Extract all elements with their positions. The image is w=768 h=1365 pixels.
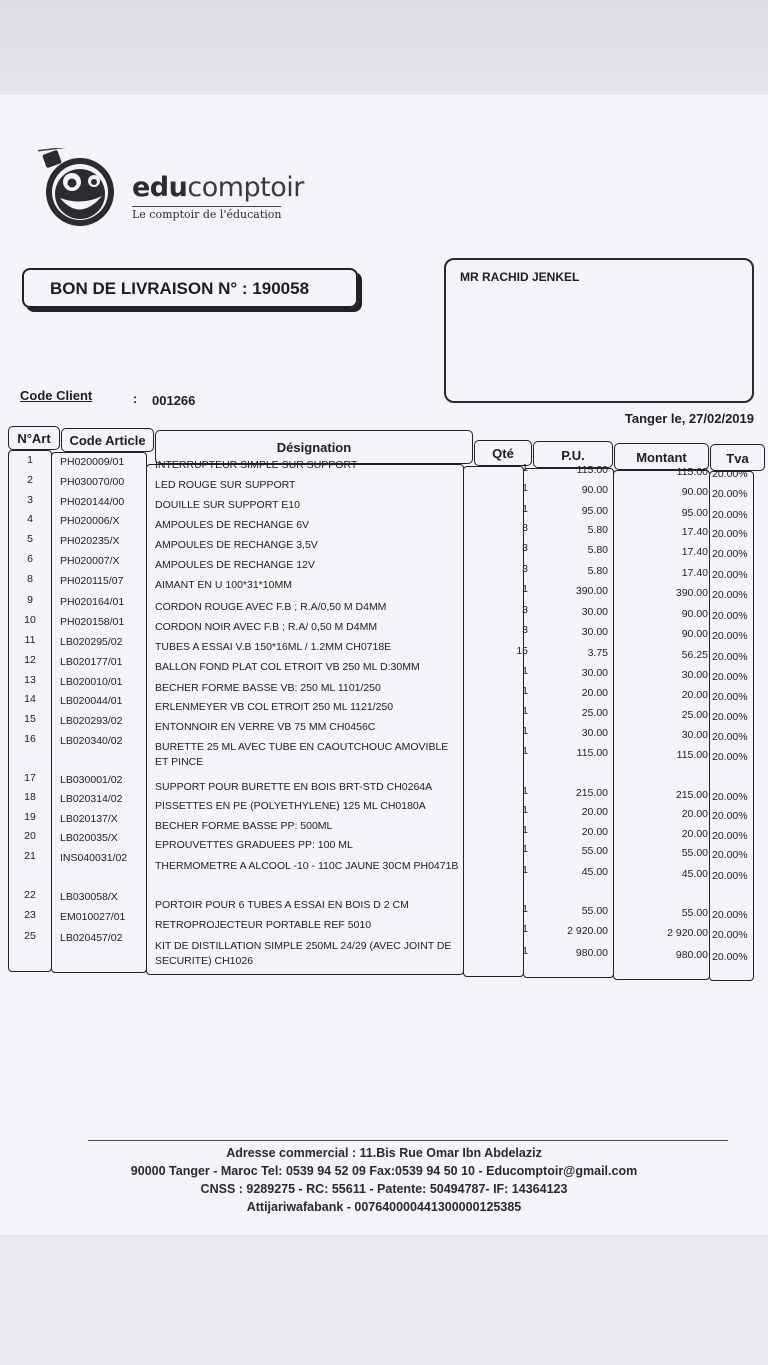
row-qty: 1 bbox=[522, 843, 528, 856]
row-tva: 20.00% bbox=[712, 730, 748, 743]
row-qty: 3 bbox=[522, 604, 528, 617]
row-pu: 215.00 bbox=[575, 786, 608, 799]
row-nart: 11 bbox=[24, 634, 36, 646]
row-qty: 1 bbox=[522, 482, 528, 495]
row-qty: 15 bbox=[516, 644, 528, 657]
row-qty: 1 bbox=[522, 724, 528, 737]
row-pu: 20.00 bbox=[581, 687, 608, 700]
row-designation: DOUILLE SUR SUPPORT E10 bbox=[155, 499, 300, 512]
footer-divider bbox=[88, 1140, 728, 1141]
row-nart: 22 bbox=[24, 889, 36, 901]
row-qty: 1 bbox=[522, 824, 528, 837]
row-montant: 115.00 bbox=[676, 466, 708, 478]
background-top bbox=[0, 0, 768, 95]
row-code: LB020314/02 bbox=[60, 793, 123, 805]
row-qty: 1 bbox=[522, 685, 528, 698]
row-code: LB020340/02 bbox=[60, 735, 123, 747]
row-code: LB020010/01 bbox=[60, 676, 123, 688]
header-montant: Montant bbox=[614, 443, 709, 470]
row-montant: 95.00 bbox=[681, 506, 708, 519]
row-designation: THERMOMETRE A ALCOOL -10 - 110C JAUNE 30CM PH0471B bbox=[155, 859, 459, 872]
row-montant: 56.25 bbox=[681, 648, 708, 661]
row-tva: 20.00% bbox=[712, 751, 748, 764]
row-code: EM010027/01 bbox=[60, 911, 126, 923]
row-nart: 15 bbox=[24, 713, 36, 725]
delivery-note-title: BON DE LIVRAISON N° : 190058 bbox=[50, 279, 310, 298]
row-nart: 23 bbox=[24, 909, 36, 921]
row-pu: 2 920.00 bbox=[567, 925, 608, 938]
header-designation: Désignation bbox=[155, 430, 473, 464]
row-code: PH020235/X bbox=[60, 535, 120, 547]
place-date: Tanger le, 27/02/2019 bbox=[624, 411, 754, 426]
row-designation: KIT DE DISTILLATION SIMPLE 250ML 24/29 (AVEC JOINT DE SECURITE) CH1026 bbox=[155, 940, 452, 968]
row-code: PH020164/01 bbox=[60, 596, 125, 608]
row-tva: 20.00% bbox=[712, 790, 748, 803]
row-montant: 55.00 bbox=[681, 907, 708, 919]
row-qty: 1 bbox=[522, 944, 528, 957]
row-montant: 90.00 bbox=[681, 628, 708, 641]
row-montant: 30.00 bbox=[681, 728, 708, 741]
row-pu: 3.75 bbox=[587, 646, 608, 659]
row-montant: 980.00 bbox=[675, 948, 708, 961]
header-code-article: Code Article bbox=[61, 428, 154, 452]
row-designation: ERLENMEYER VB COL ETROIT 250 ML 1121/250 bbox=[155, 700, 394, 713]
row-nart: 6 bbox=[27, 553, 33, 565]
row-montant: 90.00 bbox=[681, 486, 708, 499]
row-pu: 5.80 bbox=[587, 523, 608, 536]
row-montant: 20.00 bbox=[681, 828, 708, 841]
row-code: PH020006/X bbox=[60, 515, 120, 527]
row-montant: 20.00 bbox=[681, 807, 708, 820]
row-montant: 17.40 bbox=[681, 546, 708, 559]
header-nart: N°Art bbox=[8, 426, 60, 450]
client-code-value: 001266 bbox=[152, 393, 196, 408]
row-tva: 20.00% bbox=[712, 527, 748, 540]
row-pu: 390.00 bbox=[575, 584, 608, 597]
row-tva: 20.00% bbox=[712, 468, 748, 480]
row-designation: CORDON NOIR AVEC F.B ; R.A/ 0,50 M D4MM bbox=[155, 620, 378, 633]
row-pu: 980.00 bbox=[575, 946, 608, 959]
row-pu: 115.00 bbox=[576, 747, 608, 760]
row-montant: 17.40 bbox=[681, 525, 708, 538]
row-code: LB020293/02 bbox=[60, 715, 123, 727]
row-tva: 20.00% bbox=[712, 568, 748, 581]
brand-tagline: Le comptoir de l'éducation bbox=[132, 208, 282, 221]
row-code: LB020035/X bbox=[60, 832, 118, 844]
row-designation: PORTOIR POUR 6 TUBES A ESSAI EN BOIS D 2 CM bbox=[155, 898, 409, 911]
row-montant: 90.00 bbox=[681, 608, 708, 621]
client-address-box bbox=[444, 258, 754, 403]
client-name: MR RACHID JENKEL bbox=[460, 270, 580, 284]
footer bbox=[0, 1144, 768, 1216]
row-pu: 25.00 bbox=[581, 706, 608, 719]
row-pu: 95.00 bbox=[581, 504, 608, 517]
row-tva: 20.00% bbox=[712, 950, 748, 963]
row-pu: 20.00 bbox=[581, 805, 608, 818]
row-designation: AMPOULES DE RECHANGE 3,5V bbox=[155, 538, 318, 551]
row-nart: 21 bbox=[24, 850, 36, 862]
row-tva: 20.00% bbox=[712, 869, 748, 882]
header-tva: Tva bbox=[710, 444, 765, 471]
row-code: PH020115/07 bbox=[60, 575, 124, 587]
row-tva: 20.00% bbox=[712, 929, 748, 942]
row-montant: 25.00 bbox=[681, 708, 708, 721]
row-code: PH030070/00 bbox=[60, 476, 125, 488]
row-pu: 90.00 bbox=[581, 484, 608, 497]
flask-face-logo-icon bbox=[38, 148, 118, 228]
row-qty: 1 bbox=[522, 745, 528, 758]
row-qty: 1 bbox=[522, 903, 528, 915]
row-pu: 55.00 bbox=[581, 845, 608, 858]
row-pu: 55.00 bbox=[581, 905, 608, 917]
row-montant: 30.00 bbox=[681, 669, 708, 681]
row-designation: BALLON FOND PLAT COL ETROIT VB 250 ML D:30MM bbox=[155, 661, 420, 674]
row-tva: 20.00% bbox=[712, 548, 748, 561]
row-qty: 3 bbox=[522, 542, 528, 555]
row-code: LB020177/01 bbox=[60, 656, 123, 668]
row-qty: 1 bbox=[522, 803, 528, 816]
row-nart: 1 bbox=[27, 454, 33, 466]
row-designation: AMPOULES DE RECHANGE 6V bbox=[155, 518, 310, 531]
row-qty: 3 bbox=[522, 562, 528, 575]
row-code: INS040031/02 bbox=[60, 852, 128, 864]
row-nart: 18 bbox=[24, 791, 36, 803]
row-qty: 1 bbox=[522, 923, 528, 936]
row-code: LB020044/01 bbox=[60, 695, 123, 707]
row-code: PH020144/00 bbox=[60, 496, 125, 508]
row-nart: 12 bbox=[24, 654, 36, 666]
row-nart: 19 bbox=[24, 811, 36, 823]
row-nart: 4 bbox=[27, 513, 33, 525]
row-montant: 115.00 bbox=[676, 749, 708, 762]
row-tva: 20.00% bbox=[712, 488, 748, 501]
footer-address: Adresse commercial : 11.Bis Rue Omar Ibn Abdelaziz bbox=[226, 1146, 542, 1160]
row-montant: 45.00 bbox=[681, 867, 708, 880]
row-pu: 30.00 bbox=[581, 606, 608, 619]
row-code: PH020009/01 bbox=[60, 456, 125, 468]
row-pu: 115.00 bbox=[576, 464, 608, 476]
row-montant: 215.00 bbox=[675, 788, 708, 801]
row-qty: 3 bbox=[522, 624, 528, 637]
row-designation: RETROPROJECTEUR PORTABLE REF 5010 bbox=[155, 919, 372, 932]
row-montant: 20.00 bbox=[681, 689, 708, 702]
row-qty: 1 bbox=[522, 863, 528, 876]
row-nart: 9 bbox=[27, 594, 33, 606]
header-qty: Qté bbox=[474, 440, 532, 466]
row-nart: 2 bbox=[27, 474, 33, 486]
row-nart: 16 bbox=[24, 733, 36, 745]
row-designation: PISSETTES EN PE (POLYETHYLENE) 125 ML CH0180A bbox=[155, 799, 426, 812]
row-designation: INTERRUPTEUR SIMPLE SUR SUPPORT bbox=[155, 459, 358, 471]
row-pu: 5.80 bbox=[587, 544, 608, 557]
row-tva: 20.00% bbox=[712, 630, 748, 643]
row-designation: AMPOULES DE RECHANGE 12V bbox=[155, 559, 315, 572]
header-pu: P.U. bbox=[533, 441, 613, 468]
client-code-colon: : bbox=[133, 391, 138, 406]
row-code: LB030001/02 bbox=[60, 774, 123, 786]
row-nart: 25 bbox=[24, 930, 36, 942]
row-montant: 55.00 bbox=[681, 847, 708, 860]
row-code: PH020158/01 bbox=[60, 616, 125, 628]
row-pu: 20.00 bbox=[581, 826, 608, 839]
client-code-label: Code Client bbox=[20, 388, 93, 403]
row-nart: 20 bbox=[24, 830, 36, 842]
row-montant: 390.00 bbox=[675, 586, 708, 599]
row-qty: 1 bbox=[522, 784, 528, 797]
brand-name bbox=[132, 172, 304, 203]
row-nart: 13 bbox=[24, 674, 36, 686]
row-tva: 20.00% bbox=[712, 809, 748, 822]
row-pu: 30.00 bbox=[581, 726, 608, 739]
row-designation: BECHER FORME BASSE PP: 500ML bbox=[155, 820, 333, 833]
row-tva: 20.00% bbox=[712, 610, 748, 623]
row-designation: ENTONNOIR EN VERRE VB 75 MM CH0456C bbox=[155, 721, 376, 734]
row-nart: 17 bbox=[24, 772, 36, 784]
row-designation: BURETTE 25 ML AVEC TUBE EN CAOUTCHOUC AMOVIBLE ET PINCE bbox=[155, 741, 449, 769]
row-pu: 30.00 bbox=[581, 626, 608, 639]
row-designation: AIMANT EN U 100*31*10MM bbox=[155, 579, 292, 592]
row-nart: 10 bbox=[24, 614, 36, 626]
row-montant: 17.40 bbox=[681, 566, 708, 579]
row-tva: 20.00% bbox=[712, 849, 748, 862]
row-code: LB020137/X bbox=[60, 813, 118, 825]
row-pu: 5.80 bbox=[587, 564, 608, 577]
row-designation: BECHER FORME BASSE VB: 250 ML 1101/250 bbox=[155, 681, 381, 694]
row-designation: CORDON ROUGE AVEC F.B ; R.A/0,50 M D4MM bbox=[155, 600, 387, 613]
row-tva: 20.00% bbox=[712, 588, 748, 601]
row-qty: 1 bbox=[522, 704, 528, 717]
row-designation: EPROUVETTES GRADUEES PP: 100 ML bbox=[155, 839, 353, 852]
row-pu: 45.00 bbox=[581, 865, 608, 878]
row-qty: 1 bbox=[522, 665, 528, 677]
row-tva: 20.00% bbox=[712, 710, 748, 723]
row-code: LB020295/02 bbox=[60, 636, 123, 648]
footer-bank: Attijariwafabank - 007640000441300000125385 bbox=[246, 1200, 522, 1214]
row-tva: 20.00% bbox=[712, 508, 748, 521]
row-nart: 8 bbox=[27, 573, 33, 585]
row-nart: 3 bbox=[27, 494, 33, 506]
footer-contact: 90000 Tanger - Maroc Tel: 0539 94 52 09 Fax:0539 94 50 10 - Educomptoir@gmail.com bbox=[130, 1164, 638, 1178]
row-qty: 1 bbox=[522, 582, 528, 595]
row-tva: 20.00% bbox=[712, 830, 748, 843]
row-designation: SUPPORT POUR BURETTE EN BOIS BRT-STD CH0264A bbox=[155, 780, 433, 793]
row-nart: 5 bbox=[27, 533, 33, 545]
row-qty: 1 bbox=[522, 462, 528, 474]
row-montant: 2 920.00 bbox=[667, 927, 708, 940]
row-tva: 20.00% bbox=[712, 909, 748, 921]
row-nart: 14 bbox=[24, 693, 36, 705]
row-code: LB020457/02 bbox=[60, 932, 123, 944]
row-code: LB030058/X bbox=[60, 891, 118, 903]
row-code: PH020007/X bbox=[60, 555, 120, 567]
row-tva: 20.00% bbox=[712, 671, 748, 683]
row-tva: 20.00% bbox=[712, 650, 748, 663]
delivery-note-title-box bbox=[22, 268, 358, 308]
footer-registration: CNSS : 9289275 - RC: 55611 - Patente: 50494787- IF: 14364123 bbox=[200, 1182, 568, 1196]
row-qty: 1 bbox=[522, 502, 528, 515]
brand-name-light: comptoir bbox=[187, 172, 304, 203]
row-tva: 20.00% bbox=[712, 691, 748, 704]
row-pu: 30.00 bbox=[581, 667, 608, 679]
brand-name-bold: edu bbox=[132, 172, 188, 203]
row-designation: TUBES A ESSAI V.B 150*16ML / 1.2MM CH0718E bbox=[155, 641, 392, 654]
row-designation: LED ROUGE SUR SUPPORT bbox=[155, 479, 296, 492]
row-qty: 3 bbox=[522, 521, 528, 534]
